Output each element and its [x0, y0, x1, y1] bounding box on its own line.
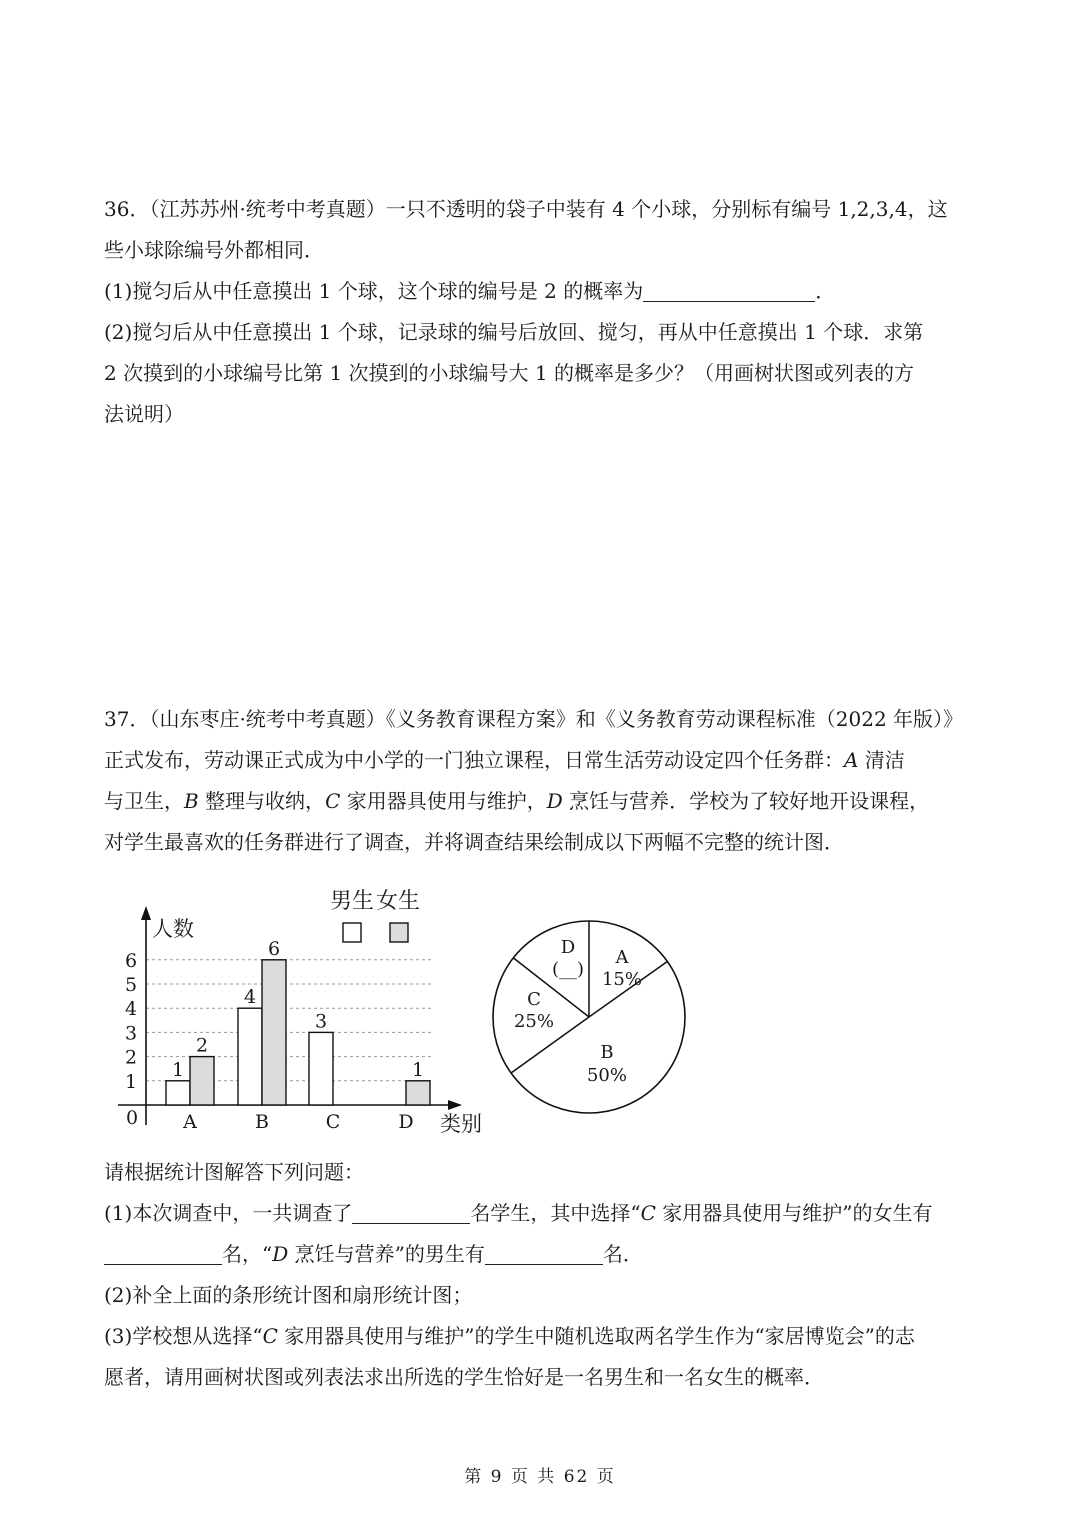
bar-value-label: 1	[411, 1058, 425, 1081]
y-axis-title: 人数	[152, 917, 194, 941]
bar-value-label: 2	[195, 1034, 209, 1057]
q37-line2-text: 正式发布，劳动课正式成为中小学的一门独立课程，日常生活劳动设定四个任务群：	[104, 748, 844, 772]
legend-label-girls: 女生	[376, 889, 421, 914]
var-c: C	[262, 1324, 278, 1348]
q36-part1	[104, 271, 984, 312]
bar-value-label: 3	[314, 1010, 328, 1033]
q37-line2	[104, 740, 984, 781]
bar-girls	[190, 1057, 214, 1105]
answer-blank-total[interactable]	[352, 1201, 470, 1224]
question-36	[104, 189, 984, 435]
q37-line3-text: 与卫生，	[104, 789, 184, 813]
bar-value-label: 6	[267, 937, 281, 960]
bar-girls	[406, 1081, 430, 1105]
var-d: D	[546, 789, 563, 813]
var-a: A	[844, 748, 859, 772]
q37-line4: 对学生最喜欢的任务群进行了调查，并将调查结果绘制成以下两幅不完整的统计图．	[104, 830, 844, 854]
answer-blank-c-girls[interactable]	[104, 1242, 222, 1265]
q37-part3-line2: 愿者，请用画树状图或列表法求出所选的学生恰好是一名男生和一名女生的概率．	[104, 1365, 824, 1389]
q37-prompt: 请根据统计图解答下列问题：	[104, 1160, 364, 1184]
q37-line2-end: 清洁	[858, 748, 905, 772]
var-d: D	[272, 1242, 289, 1266]
legend-label-boys: 男生	[330, 889, 375, 914]
q37-p3-text: (3)学校想从选择“	[104, 1324, 263, 1348]
q36-part2-line2: 2 次摸到的小球编号比第 1 次摸到的小球编号大 1 的概率是多少？（用画树状图或列表的方	[104, 361, 914, 385]
x-tick-label: B	[255, 1111, 269, 1133]
q36-line1: 36．（江苏苏州·统考中考真题）一只不透明的袋子中装有 4 个小球，分别标有编号 1,2,3,4，这	[104, 197, 948, 221]
q37-p1-text: (1)本次调查中，一共调查了	[104, 1201, 353, 1225]
q37-p1-text-e: 烹饪与营养”的男生有	[288, 1242, 485, 1266]
page-footer: 第 9 页 共 62 页	[464, 1467, 616, 1487]
q36-line2: 些小球除编号外都相同．	[104, 238, 324, 262]
x-tick-label: C	[325, 1111, 341, 1133]
var-c: C	[640, 1201, 656, 1225]
pie-slice-value: (__)	[551, 959, 585, 980]
q37-line3-text-b: 整理与收纳，	[198, 789, 326, 813]
bar-value-label: 4	[243, 986, 257, 1009]
x-tick-label: A	[183, 1111, 197, 1133]
bar-boys	[309, 1032, 333, 1105]
q36-part2-line3: 法说明）	[104, 402, 184, 426]
pie-slice-label: C	[527, 989, 541, 1010]
pie-slice-label: B	[600, 1042, 614, 1063]
x-axis-arrow	[448, 1100, 462, 1110]
y-tick-label: 6	[124, 949, 138, 972]
pie-chart	[485, 915, 695, 1115]
q36-part1-end: ．	[815, 279, 836, 303]
q37-line1: 37．（山东枣庄·统考中考真题）《义务教育课程方案》和《义务教育劳动课程标准（2022 年版）》	[104, 707, 964, 731]
y-tick-label: 4	[124, 998, 138, 1021]
legend-swatch-girls	[390, 923, 408, 942]
y-tick-label: 2	[124, 1046, 138, 1069]
question-37	[104, 699, 984, 863]
bar-boys	[166, 1081, 190, 1105]
pie-slice-value: 15%	[601, 969, 643, 990]
q37-p1-text-f: 名．	[602, 1242, 643, 1266]
var-b: B	[184, 789, 199, 813]
q37-p1-text-c: 家用器具使用与维护”的女生有	[655, 1201, 933, 1225]
y-tick-label: 5	[124, 974, 138, 996]
answer-blank-d-boys[interactable]	[485, 1242, 603, 1265]
q37-p1-text-d: 名，“	[222, 1242, 273, 1266]
pie-slice-value: 50%	[586, 1065, 628, 1086]
q37-line3-text-d: 烹饪与营养．学校为了较好地开设课程，	[562, 789, 930, 813]
legend-swatch-boys	[343, 923, 361, 942]
bar-boys	[238, 1008, 262, 1105]
q37-p3-text-b: 家用器具使用与维护”的学生中随机选取两名学生作为“家居博览会”的志	[277, 1324, 915, 1348]
y-tick-label: 1	[124, 1070, 138, 1093]
q37-line3	[104, 781, 984, 822]
y-tick-label: 3	[124, 1022, 138, 1045]
q37-subquestions	[104, 1152, 984, 1398]
bar-chart	[110, 880, 490, 1140]
x-axis-title: 类别	[440, 1112, 482, 1136]
q37-part1-line2	[104, 1234, 984, 1275]
q37-part3-line1	[104, 1316, 984, 1357]
answer-blank[interactable]	[643, 279, 815, 302]
bar-girls	[262, 960, 286, 1105]
var-c: C	[325, 789, 341, 813]
x-tick-label: D	[398, 1111, 414, 1133]
pie-slice-label: D	[560, 937, 576, 958]
q37-part2: (2)补全上面的条形统计图和扇形统计图；	[104, 1283, 473, 1307]
q37-part1-line1	[104, 1193, 984, 1234]
origin-label: 0	[126, 1107, 139, 1129]
bar-value-label: 1	[171, 1058, 185, 1081]
q36-part1-text: (1)搅匀后从中任意摸出 1 个球，这个球的编号是 2 的概率为	[104, 279, 644, 303]
pie-slice-label: A	[615, 947, 629, 968]
y-axis-arrow	[141, 906, 151, 920]
q37-line3-text-c: 家用器具使用与维护，	[340, 789, 547, 813]
pie-slice-value: 25%	[513, 1011, 555, 1032]
q37-p1-text-b: 名学生，其中选择“	[470, 1201, 641, 1225]
q36-part2-line1: (2)搅匀后从中任意摸出 1 个球，记录球的编号后放回、搅匀，再从中任意摸出 1 个球．求第	[104, 320, 924, 344]
